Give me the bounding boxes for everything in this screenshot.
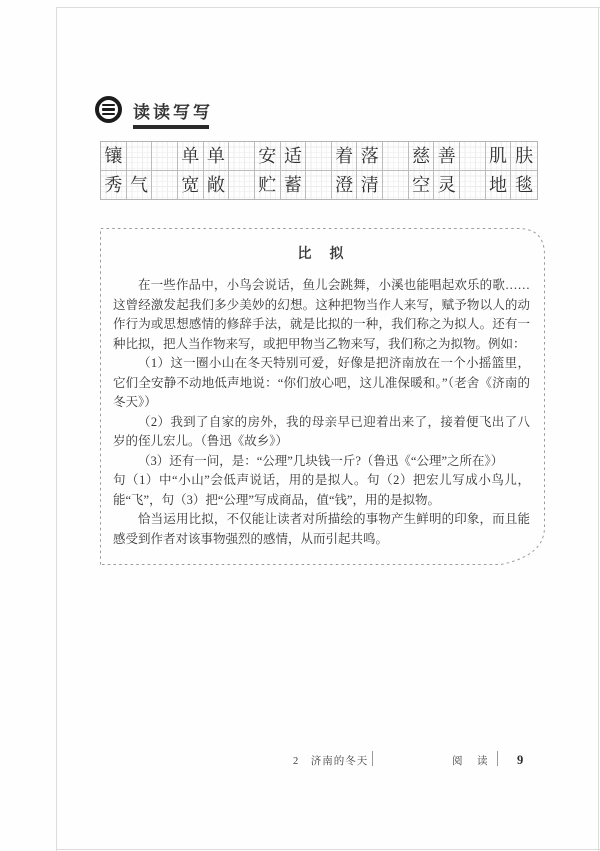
vocab-cell: 空 — [409, 171, 435, 200]
vocab-cell: 气 — [127, 171, 153, 200]
vocab-cell-empty — [460, 171, 486, 200]
footer-divider — [372, 751, 373, 766]
vocab-cell: 镶 — [101, 142, 127, 171]
list-circle-icon — [95, 96, 122, 123]
vocab-cell-empty — [229, 142, 255, 171]
footer-lesson-title: 2 济南的冬天 — [293, 756, 369, 767]
paragraph: （3）还有一问，是：“公理”几块钱一斤?（鲁迅《“公理”之所在》） — [138, 453, 504, 468]
vocab-cell-empty — [127, 142, 153, 171]
page-edge-bottom — [56, 849, 600, 850]
section-header — [95, 96, 213, 128]
vocab-cell: 安 — [255, 142, 281, 171]
box-title: 比 拟 — [297, 247, 346, 262]
vocab-cell: 蓄 — [281, 171, 307, 200]
vocab-cell: 贮 — [255, 171, 281, 200]
vocab-cell: 单 — [178, 142, 204, 171]
vocab-cell-empty — [383, 142, 409, 171]
vocab-cell: 地 — [486, 171, 512, 200]
vocab-cell: 慈 — [409, 142, 435, 171]
section-title: 读读写写 — [133, 103, 213, 122]
rhetoric-box — [100, 228, 546, 566]
vocab-cell-empty — [306, 171, 332, 200]
page-footer — [0, 750, 600, 770]
footer-divider — [497, 751, 498, 766]
vocab-cell: 适 — [281, 142, 307, 171]
vocab-cell: 宽 — [178, 171, 204, 200]
vocab-cell: 灵 — [434, 171, 460, 200]
vocab-cell-empty — [306, 142, 332, 171]
vocab-cell: 清 — [357, 171, 383, 200]
footer-section-label: 阅 读 — [452, 756, 490, 767]
vocab-cell-empty — [383, 171, 409, 200]
vocab-cell: 落 — [357, 142, 383, 171]
vocab-cell: 澄 — [332, 171, 358, 200]
vocab-cell: 毯 — [511, 171, 537, 200]
page-edge-left — [56, 7, 57, 851]
box-body — [113, 276, 530, 549]
vocab-cell: 敞 — [204, 171, 230, 200]
paragraph: （2）我到了自家的房外，我的母亲早已迎着出来了，接着便飞出了八岁的侄儿宏儿。（鲁迅《故乡》） — [113, 414, 530, 448]
paragraph: （1）这一圈小山在冬天特别可爱，好像是把济南放在一个小摇篮里，它们全安静不动地低声地说：“你们放心吧，这儿准保暖和。”（老舍《济南的冬天》） — [113, 356, 530, 409]
paragraph: 恰当运用比拟，不仅能让读者对所描绘的事物产生鲜明的印象，而且能感受到作者对该事物强烈的感情，从而引起共鸣。 — [113, 512, 530, 546]
vocab-cell: 秀 — [101, 171, 127, 200]
vocab-cell: 着 — [332, 142, 358, 171]
footer-page-number: 9 — [517, 753, 524, 767]
page-edge-right — [598, 7, 599, 851]
paragraph: 句（1）中“小山”会低声说话，用的是拟人。句（2）把宏儿写成小鸟儿，能“飞”，句（3）把“公理”写成商品，值“钱”，用的是拟物。 — [113, 473, 530, 507]
vocab-cell-empty — [460, 142, 486, 171]
vocab-cell: 肤 — [511, 142, 537, 171]
section-title-underline — [133, 125, 209, 129]
page-edge-top — [56, 7, 600, 8]
vocab-cell-empty — [229, 171, 255, 200]
vocab-cell-empty — [152, 142, 178, 171]
paragraph: 在一些作品中，小鸟会说话，鱼儿会跳舞，小溪也能唱起欢乐的歌……这曾经激发起我们多少美妙的幻想。这种把物当作人来写，赋予物以人的动作行为或思想感情的修辞手法，就是比拟的一种，我们称之为拟人。还有一种比拟，把人当作物来写，或把甲物当乙物来写，我们称之为拟物。例如： — [113, 278, 530, 351]
vocab-cell: 善 — [434, 142, 460, 171]
vocab-cell-empty — [152, 171, 178, 200]
vocab-cell: 肌 — [486, 142, 512, 171]
vocabulary-grid — [100, 141, 538, 200]
vocab-cell: 单 — [204, 142, 230, 171]
